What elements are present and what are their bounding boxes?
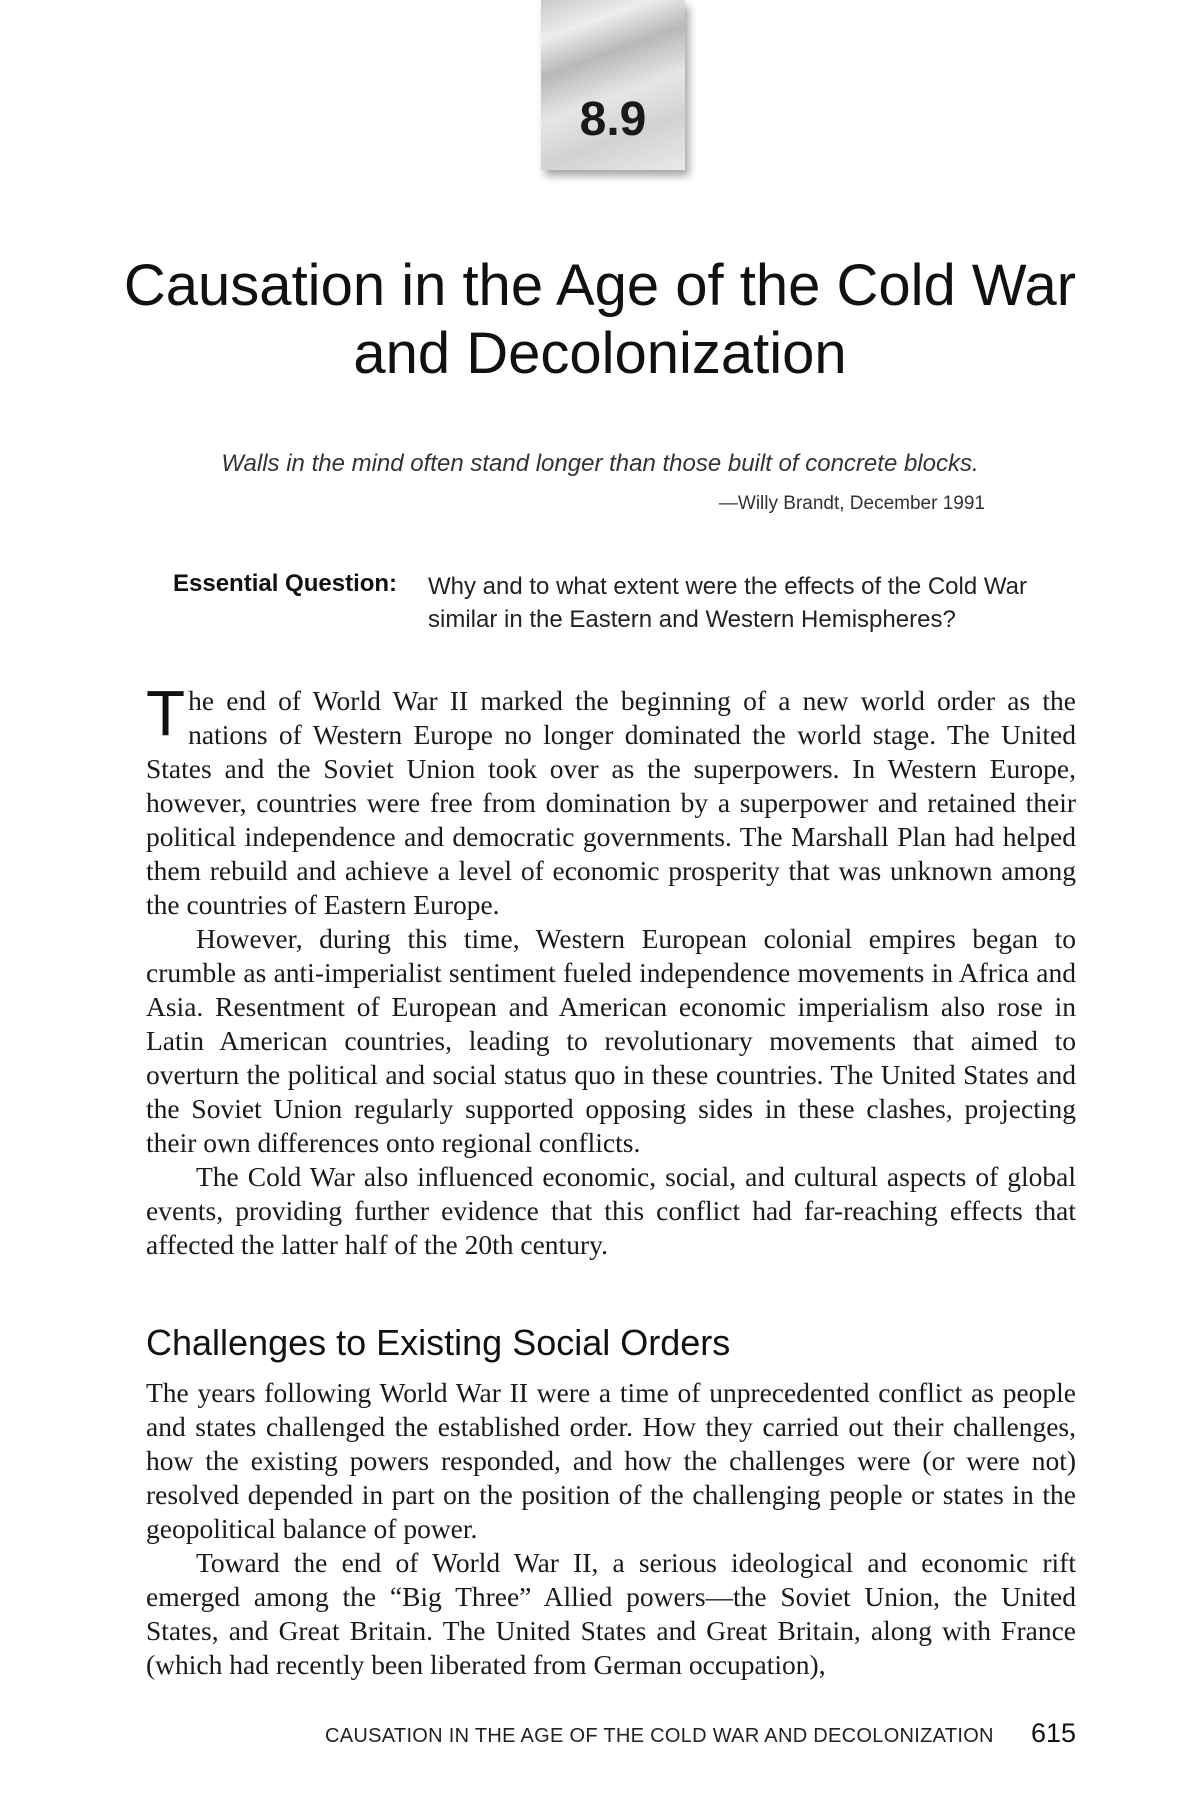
section-number-tab xyxy=(541,0,685,170)
epigraph-attribution: —Willy Brandt, December 1991 xyxy=(718,493,985,514)
epigraph-quote: Walls in the mind often stand longer than those built of concrete blocks. xyxy=(221,450,979,477)
intro-paragraph-1 xyxy=(146,677,1076,922)
intro-paragraph-3: The Cold War also influenced economic, social, and cultural aspects of global events, providing further evidence that this conflict had far-reaching effects that affected the latter half of the 20th century. xyxy=(146,1161,1076,1260)
section-heading: Challenges to Existing Social Orders xyxy=(146,1322,731,1363)
chapter-title: Causation in the Age of the Cold War and Decolonization xyxy=(123,253,1077,386)
section-paragraph-2: Toward the end of World War II, a serious ideological and economic rift emerged among the “Big Three” Allied powers—the Soviet Union, the United States, and Great Britain. The United States and Great Britain, along with France (which had recently been liberated from German occupation), xyxy=(146,1547,1076,1680)
intro-paragraph-2: However, during this time, Western European colonial empires began to crumble as anti-imperialist sentiment fueled independence movements in Africa and Asia. Resentment of European and American economic imperialism also rose in Latin American countries, leading to revolutionary movements that aimed to overturn the political and social status quo in these countries. The United States and the Soviet Union regularly supported opposing sides in these clashes, projecting their own differences onto regional conflicts. xyxy=(146,923,1076,1158)
section-paragraph-1: The years following World War II were a time of unprecedented conflict as people and states challenged the established order. How they carried out their challenges, how the existing powers responded, and how the challenges were (or were not) resolved depended in part on the position of the challenging people or states in the geopolitical balance of power. xyxy=(146,1377,1076,1544)
intro-paragraph-1-text: he end of World War II marked the beginning of a new world order as the nations of Western Europe no longer dominated the world stage. The United States and the Soviet Union took over as the superpowers. In Western Europe, however, countries were free from domination by a superpower and retained their political independence and democratic governments. The Marshall Plan had helped them rebuild and achieve a level of economic prosperity that was unknown among the countries of Eastern Europe. xyxy=(146,685,1076,920)
essential-question-text: Why and to what extent were the effects of the Cold War similar in the Eastern and Western Hemispheres? xyxy=(428,573,1027,633)
section-text xyxy=(146,1376,1076,1682)
essential-question-label: Essential Question: xyxy=(173,570,398,597)
page-number: 615 xyxy=(1030,1718,1076,1748)
running-footer: CAUSATION IN THE AGE OF THE COLD WAR AND DECOLONIZATION xyxy=(325,1725,994,1747)
section-number: 8.9 xyxy=(579,93,647,146)
intro-text xyxy=(146,677,1076,1262)
drop-cap: T xyxy=(146,677,186,749)
